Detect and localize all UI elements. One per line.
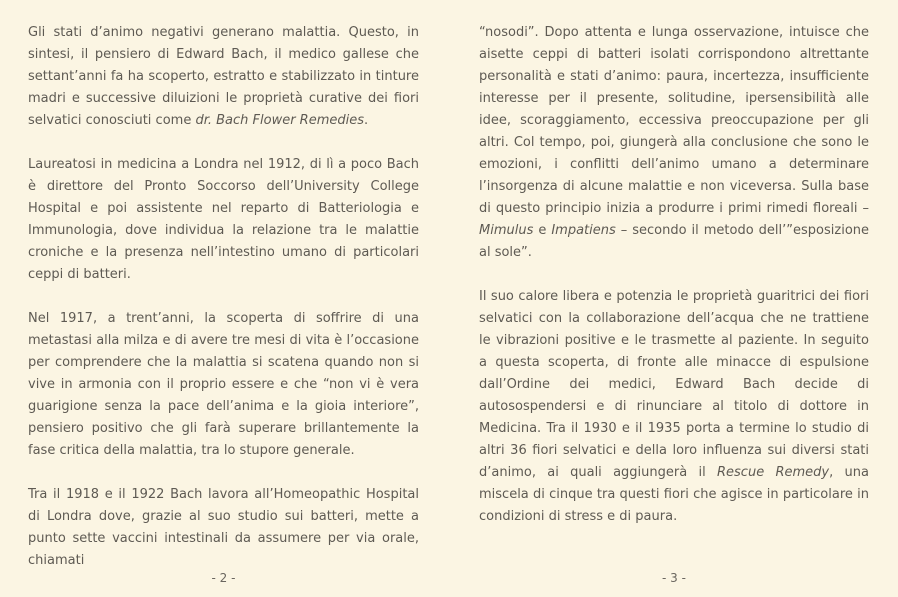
text-run: Tra il 1918 e il 1922 Bach lavora all’Homeopathic Hospital di Londra dove, grazie al suo studio sui batteri, mette a punto sette vaccini intestinali da assumere per via orale, chiamati (28, 487, 419, 568)
italic-text-run: Impatiens (551, 223, 616, 238)
italic-text-run: Rescue Remedy (717, 465, 830, 480)
paragraph (479, 286, 869, 528)
text-run: Laureatosi in medicina a Londra nel 1912, di lì a poco Bach è direttore del Pronto Soccorso dell’University College Hospital e poi assistente nel reparto di Batteriologia e Immunologia, dove individua la relazione tra le malattie croniche e la presenza nell’intestino umano di particolari ceppi di batteri. (28, 157, 419, 282)
paragraph (28, 154, 419, 286)
text-run: , una miscela di cinque tra questi fiori che agisce in particolare in condizioni di stress e di paura. (479, 465, 869, 524)
text-run: Nel 1917, a trent’anni, la scoperta di soffrire di una metastasi alla milza e di avere tre mesi di vita è l’occasione per comprendere che la malattia si scatena quando non si vive in armonia con il proprio essere e che “non vi è vera guarigione senza la pace dell’anima e la gioia interiore”, pensiero positivo che gli farà superare brillantemente la fase critica della malattia, tra lo stupore generale. (28, 311, 419, 458)
page-number: - 2 - (211, 571, 236, 585)
right-page (479, 0, 869, 597)
italic-text-run: dr. Bach Flower Remedies (195, 113, 365, 128)
page-number: - 3 - (662, 571, 686, 585)
paragraph (28, 308, 419, 462)
text-run: . (364, 113, 369, 128)
left-page (28, 0, 419, 597)
text-run: Il suo calore libera e potenzia le proprietà guaritrici dei fiori selvatici con la collaborazione dell’acqua che ne trattiene le vibrazioni positive e le trasmette al paziente. In seguito a questa scoperta, di fronte alle minacce di espulsione dall’Ordine dei medici, Edward Bach decide di autosospendersi e di rinunciare al titolo di dottore in Medicina. Tra il 1930 e il 1935 porta a termine lo studio di altri 36 fiori selvatici e della loro influenza sui diversi stati d’animo, ai quali aggiungerà il (479, 289, 869, 480)
text-run: Gli stati d’animo negativi generano malattia. Questo, in sintesi, il pensiero di Edward Bach, il medico gallese che settant’anni fa ha scoperto, estratto e stabilizzato in tinture madri e successive diluizioni le proprietà curative dei fiori selvatici conosciuti come (28, 25, 419, 128)
text-run: – secondo il metodo dell’”esposizione al sole”. (479, 223, 870, 260)
italic-text-run: Mimulus (479, 223, 534, 238)
left-page-content (28, 22, 419, 594)
paragraph (479, 22, 869, 264)
text-run: e (533, 223, 552, 238)
paragraph (28, 22, 419, 132)
right-page-content (479, 22, 869, 550)
text-run: “nosodi”. Dopo attenta e lunga osservazione, intuisce che aisette ceppi di batteri isolati corrispondono altrettante personalità e stati d’animo: paura, incertezza, insufficiente interesse per il presente, solitudine, ipersensibilità alle idee, scoraggiamento, eccessiva preoccupazione per gli altri. Col tempo, poi, giungerà alla conclusione che sono le emozioni, i conflitti dell’animo umano a determinare l’insorgenza di alcune malattie e non viceversa. Sulla base di questo principio inizia a produrre i primi rimedi floreali – (479, 25, 869, 216)
paragraph (28, 484, 419, 572)
